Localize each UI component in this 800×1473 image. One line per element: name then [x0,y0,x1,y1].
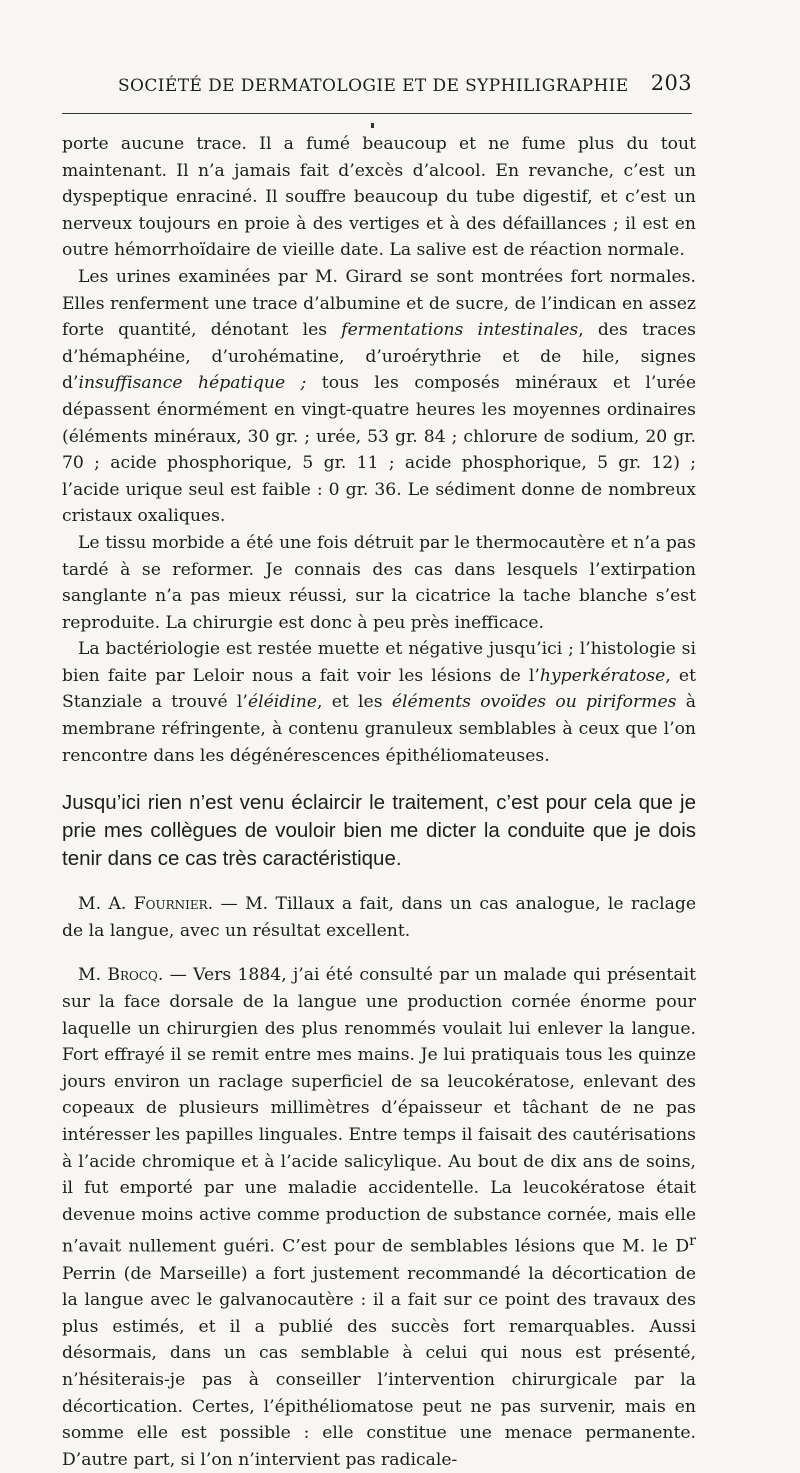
header-rule [62,113,692,114]
emphasis-hyperkeratose: hyperkératose [539,665,666,686]
paragraph-urines: Les urines examinées par M. Girard se sont montrées fort normales. Elles renferment une trace d’albumine et de sucre, de l’indican en assez forte quantité, dénotant les fermentations intestinales, des traces d’hémaphéine, d’urohématine, d’uroérythrie et de hile, signes d’insuffisance hépatique ; tous les composés minéraux et l’urée dépassent énormément en vingt-quatre heures les moyennes ordinaires (éléments minéraux, 30 gr. ; urée, 53 gr. 84 ; chlorure de sodium, 20 gr. 70 ; acide phosphorique, 5 gr. 11 ; acide phosphorique, 5 gr. 12) ; l’acide urique seul est faible : 0 gr. 36. Le sédiment donne de nombreux cristaux oxaliques. [62,266,697,527]
superscript-r: r [689,1233,696,1250]
page-number: 203 [650,71,692,95]
speaker-name: Fournier [133,894,208,915]
discussion-fournier: M. A. Fournier. — M. Tillaux a fait, dans un cas analogue, le raclage de la langue, avec un résultat excellent. [62,894,696,941]
paragraph-continuation: porte aucune trace. Il a fumé beaucoup et ne fume plus du tout maintenant. Il n’a jamais fait d’excès d’alcool. En revanche, c’est un dyspeptique enraciné. Il souffre beaucoup du tube digestif, et c’est un nerveux toujours en proie à des vertiges et à des défaillances ; il est en outre hémorrhoïdaire de vieille date. La salive est de réaction normale. [62,134,696,261]
speaker-name: Brocq [107,965,158,986]
paragraph-bacteriologie: La bactériologie est restée muette et négative jusqu’ici ; l’histologie si bien faite par Leloir nous a fait voir les lésions de l’hyperkératose, et Stanziale a trouvé l’éléidine, et les éléments ovoïdes ou piriformes à membrane réfringente, à contenu granuleux semblables à ceux que l’on rencontre dans les dégénérescences épithéliomateuses. [62,639,696,766]
running-head [62,70,692,102]
ornament-dot [371,123,374,128]
emphasis-insuffisance: insuffisance hépatique ; [78,373,307,394]
emphasis-fermentations: fermentations intestinales [341,320,579,341]
emphasis-eleidine: éléidine [247,692,317,713]
emphasis-elements: éléments ovoïdes ou piriformes [391,692,677,713]
body-text [62,131,696,1473]
paragraph-conclusion: Jusqu’ici rien n’est venu éclaircir le traitement, c’est pour cela que je prie mes collègues de vouloir bien me dicter la conduite que je dois tenir dans ce cas très caractéristique. [62,791,696,871]
paragraph-tissu: Le tissu morbide a été une fois détruit par le thermocautère et n’a pas tardé à se reformer. Je connais des cas dans lesquels l’extirpation sanglante n’a pas mieux réussi, sur la cicatrice la tache blanche s’est reproduite. La chirurgie est donc à peu près inefficace. [62,532,696,633]
discussion-brocq: M. Brocq. — Vers 1884, j’ai été consulté par un malade qui présentait sur la face dorsale de la langue une production cornée énorme pour laquelle un chirurgien des plus renommés voulait lui enlever la langue. Fort effrayé il se remit entre mes mains. Je lui pratiquais tous les quinze jours environ un raclage superficiel de sa leucokératose, enlevant des copeaux de plusieurs millimètres d’épaisseur et tâchant de ne pas intéresser les papilles linguales. Entre temps il faisait des cautérisations à l’acide chromique et à l’acide salicylique. Au bout de dix ans de soins, il fut emporté par une maladie accidentelle. La leucokératose était devenue moins active comme production de substance cornée, mais elle n’avait nullement guéri. C’est pour de semblables lésions que M. le $D^r$ Perrin (de Marseille) a fort justement recommandé la décortication de la langue avec le galvanocautère : il a fait sur ce point des travaux des plus estimés, et il a publié des succès fort remarquables. Aussi désormais, dans un cas semblable à celui qui nous est présenté, n’hésiterais-je pas à conseiller l’intervention chirurgicale par la décortication. Certes, l’épithéliomatose peut ne pas survenir, mais en somme elle est possible : elle constitue une menace permanente. D’autre part, si l’on n’intervient pas radicale- [62,965,696,1470]
running-title: SOCIÉTÉ DE DERMATOLOGIE ET DE SYPHILIGRAPHIE [118,76,629,96]
